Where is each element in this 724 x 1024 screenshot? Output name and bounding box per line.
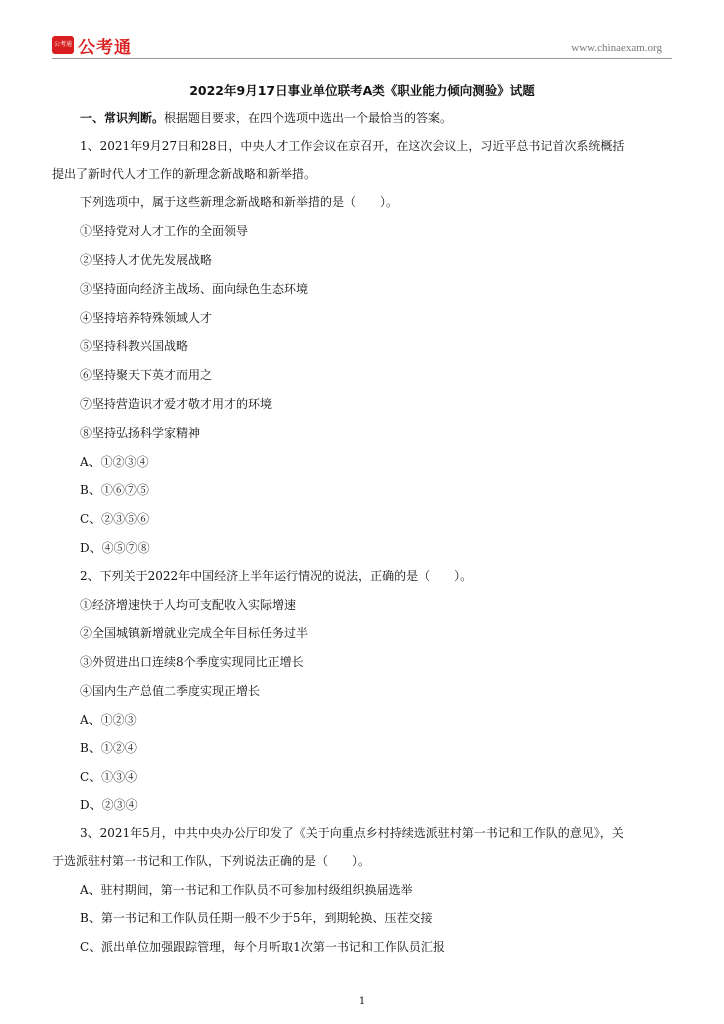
q2-item: ②全国城镇新增就业完成全年目标任务过半 <box>80 626 309 640</box>
q1-item: ①坚持党对人才工作的全面领导 <box>80 224 249 238</box>
q2-item: ④国内生产总值二季度实现正增长 <box>80 684 261 698</box>
q3-option-c: C、派出单位加强跟踪管理，每个月听取1次第一书记和工作队员汇报 <box>80 940 445 954</box>
q1-item: ⑧坚持弘扬科学家精神 <box>80 426 201 440</box>
q1-item: ④坚持培养特殊领域人才 <box>80 311 213 325</box>
q2-item: ③外贸进出口连续8个季度实现同比正增长 <box>80 655 304 669</box>
q1-item: ③坚持面向经济主战场、面向绿色生态环境 <box>80 282 309 296</box>
q1-item: ②坚持人才优先发展战略 <box>80 253 213 267</box>
q1-option-d: D、④⑤⑦⑧ <box>80 541 150 555</box>
q1-prompt: 下列选项中，属于这些新理念新战略和新举措的是（ ）。 <box>80 195 399 209</box>
q1-option-b: B、①⑥⑦⑤ <box>80 483 149 497</box>
section-heading-line <box>80 109 452 126</box>
q3-stem-line2: 于选派驻村第一书记和工作队，下列说法正确的是（ ）。 <box>52 854 371 868</box>
q1-stem-line2: 提出了新时代人才工作的新理念新战略和新举措。 <box>52 167 317 181</box>
section-heading: 一、常识判断。 <box>80 111 165 125</box>
section-instruction: 根据题目要求，在四个选项中选出一个最恰当的答案。 <box>164 111 453 125</box>
q3-option-a: A、驻村期间，第一书记和工作队员不可参加村级组织换届选举 <box>80 883 413 897</box>
site-url: www.chinaexam.org <box>571 42 662 54</box>
q1-option-a: A、①②③④ <box>80 455 149 469</box>
q2-option-a: A、①②③ <box>80 713 137 727</box>
q2-option-d: D、②③④ <box>80 798 138 812</box>
q2-option-c: C、①③④ <box>80 770 138 784</box>
q2-option-b: B、①②④ <box>80 741 137 755</box>
q1-option-c: C、②③⑤⑥ <box>80 512 150 526</box>
header-rule <box>52 58 672 59</box>
q2-stem: 2、下列关于2022年中国经济上半年运行情况的说法，正确的是（ ）。 <box>80 569 473 583</box>
document-title: 2022年9月17日事业单位联考A类《职业能力倾向测验》试题 <box>189 83 535 98</box>
logo-badge: 公考通 <box>52 36 74 54</box>
page-header <box>52 34 672 60</box>
page-number: 1 <box>358 996 366 1007</box>
q1-item: ⑥坚持聚天下英才而用之 <box>80 368 213 382</box>
q1-item: ⑤坚持科教兴国战略 <box>80 339 189 353</box>
q2-item: ①经济增速快于人均可支配收入实际增速 <box>80 598 297 612</box>
q3-stem-line1: 3、2021年5月，中共中央办公厅印发了《关于向重点乡村持续选派驻村第一书记和工作队的意见》，关 <box>80 826 624 840</box>
q1-stem-line1: 1、2021年9月27日和28日，中央人才工作会议在京召开，在这次会议上，习近平总书记首次系统概括 <box>80 139 625 153</box>
logo <box>52 34 132 56</box>
logo-text: 公考通 <box>78 37 132 58</box>
q3-option-b: B、第一书记和工作队员任期一般不少于5年，到期轮换、压茬交接 <box>80 911 433 925</box>
q1-item: ⑦坚持营造识才爱才敬才用才的环境 <box>80 397 273 411</box>
